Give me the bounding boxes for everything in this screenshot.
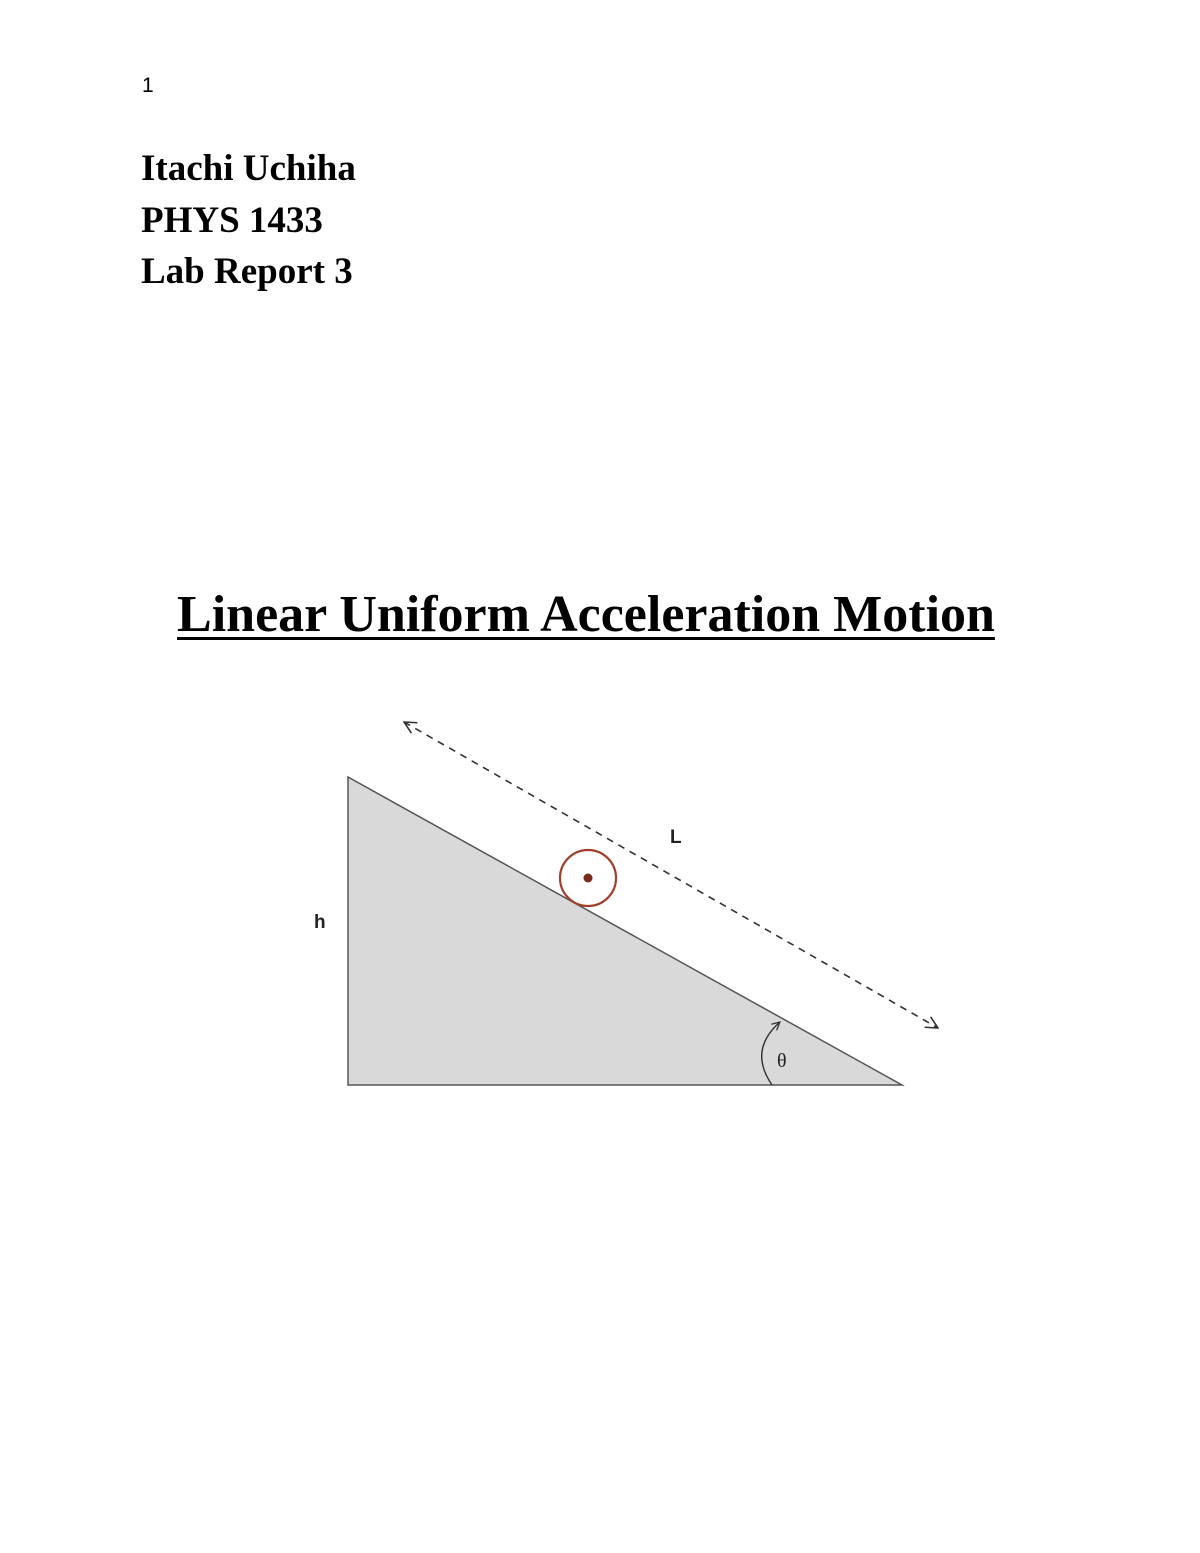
report-number: Lab Report 3 bbox=[141, 251, 353, 292]
document-title: Linear Uniform Acceleration Motion bbox=[177, 586, 995, 643]
author-name: Itachi Uchiha bbox=[141, 148, 356, 189]
page-number: 1 bbox=[142, 74, 154, 97]
height-label: h bbox=[314, 912, 326, 933]
angle-label: θ bbox=[777, 1050, 787, 1072]
incline-plane bbox=[348, 777, 902, 1085]
ball-center-dot bbox=[584, 874, 593, 883]
course-code: PHYS 1433 bbox=[141, 199, 323, 241]
length-label: L bbox=[670, 827, 682, 848]
